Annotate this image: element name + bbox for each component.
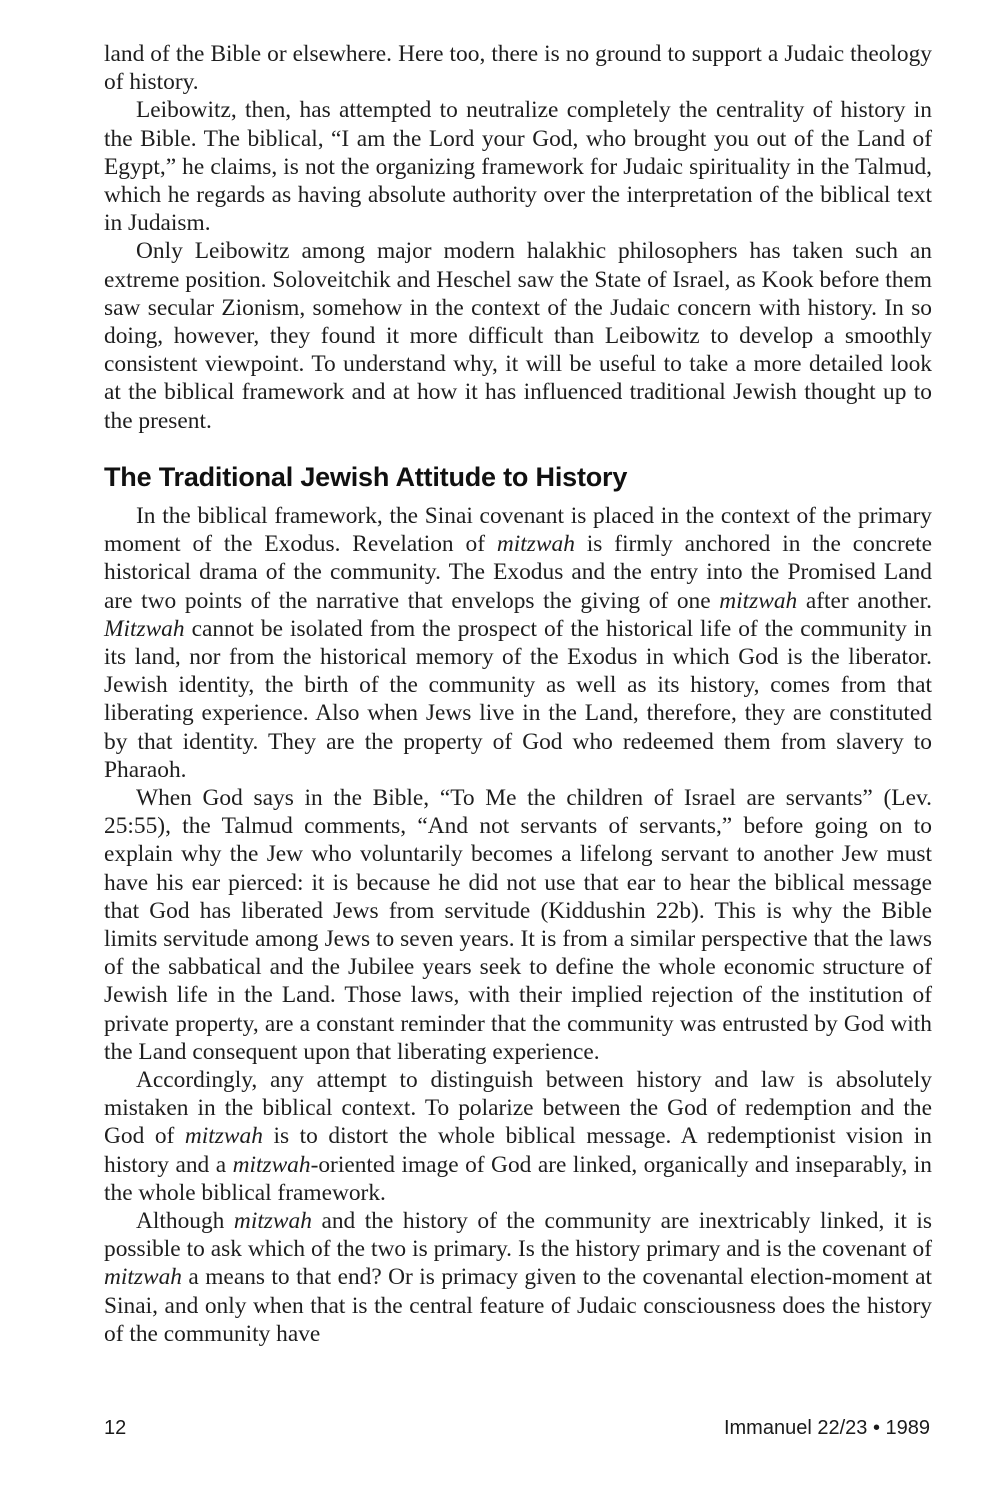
section-heading: The Traditional Jewish Attitude to History — [104, 462, 628, 492]
text-run: is to distort the whole biblical message. A redemptionist vision in history and a — [104, 1123, 932, 1178]
text-run: When God says in the Bible, “To Me the children of Israel are servants” (Lev. 25:55), the Talmud comments, “And not servants of servants,” before going on to explain why the Jew who voluntarily becomes a lifelong servant to another Jew must have his ear pierced: it is because he did not use that ear to hear the biblical message that God has liberated Jews from servitude (Kiddushin 22b). This is why the Bible limits servitude among Jews to seven years. It is from a similar perspective that the laws of the sabbatical and the Jubilee years seek to define the whole economic structure of Jewish life in the Land. Those laws, with their implied rejection of the institution of private property, are a constant reminder that the community was entrusted by God with the Land consequent upon that liberating experience. — [104, 785, 932, 1065]
text-run: after another. — [797, 587, 932, 614]
paragraph — [104, 1207, 932, 1348]
italic-term: mitzwah — [233, 1208, 312, 1235]
italic-term: mitzwah — [232, 1151, 311, 1178]
italic-term: mitzwah — [184, 1123, 263, 1150]
paragraph — [104, 1066, 932, 1207]
section-body — [104, 502, 932, 1348]
italic-term: mitzwah — [496, 531, 575, 558]
paragraph — [104, 784, 932, 1066]
text-run: Although — [136, 1208, 234, 1235]
text-run: is firmly anchored in the concrete historical drama of the community. The Exodus and the entry into the Promised Land are two points of the narrative that envelops the giving of one — [104, 531, 932, 614]
text-run: a means to that end? Or is primacy given to the covenantal election-moment at Sinai, and only when that is the central feature of Judaic consciousness does the history of the community have — [104, 1264, 932, 1347]
page-number: 12 — [104, 1417, 127, 1439]
paragraph: land of the Bible or elsewhere. Here too, there is no ground to support a Judaic theology of history. — [104, 41, 932, 96]
text-run: cannot be isolated from the prospect of the historical life of the community in its land, nor from the historical memory of the Exodus in which God is the liberator. Jewish identity, the birth of the community as well as its history, comes from that liberating experience. Also when Jews live in the Land, therefore, they are constituted by that identity. They are the property of God who redeemed them from slavery to Pharaoh. — [104, 615, 932, 783]
text-run: -oriented image of God are linked, organically and inseparably, in the whole biblical framework. — [104, 1151, 932, 1206]
journal-citation: Immanuel 22/23 • 1989 — [723, 1417, 930, 1439]
paragraph: Leibowitz, then, has attempted to neutralize completely the centrality of history in the Bible. The biblical, “I am the Lord your God, who brought you out of the Land of Egypt,” he claims, is not the organizing framework for Judaic spirituality in the Talmud, which he regards as having absolute authority over the interpretation of the biblical text in Judaism. — [104, 97, 932, 237]
italic-term: Mitzwah — [104, 615, 185, 642]
paragraph: Only Leibowitz among major modern halakhic philosophers has taken such an extreme position. Soloveitchik and Heschel saw the State of Israel, as Kook before them saw secular Zionism, somehow in the context of the Judaic concern with history. In so doing, however, they found it more difficult than Leibowitz to develop a smoothly consistent viewpoint. To understand why, it will be useful to take a more detailed look at the biblical framework and at how it has influenced traditional Jewish thought up to the present. — [104, 238, 932, 434]
continued-text — [104, 40, 932, 435]
text-run: In the biblical framework, the Sinai covenant is placed in the context of the primary moment of the Exodus. Revelation of — [104, 503, 932, 558]
paragraph — [104, 502, 932, 784]
italic-term: mitzwah — [104, 1264, 182, 1291]
text-run: Accordingly, any attempt to distinguish between history and law is absolutely mistaken in the biblical context. To polarize between the God of redemption and the God of — [104, 1067, 932, 1150]
italic-term: mitzwah — [719, 587, 798, 614]
text-run: and the history of the community are inextricably linked, it is possible to ask which of the two is primary. Is the history primary and is the covenant of — [104, 1208, 933, 1263]
